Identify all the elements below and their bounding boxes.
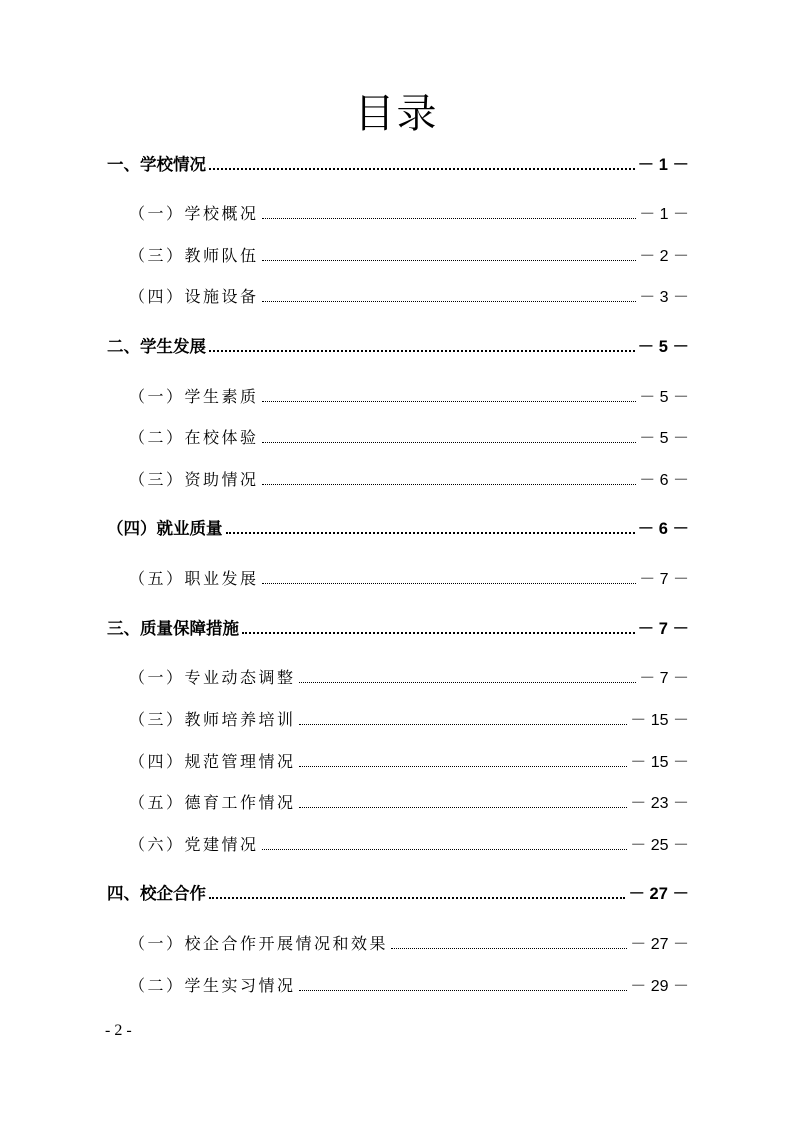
toc-entry-subsection[interactable] [129, 664, 689, 688]
toc-entry-label: 一、学校情况 [107, 155, 206, 174]
toc-entry-subsection[interactable] [129, 200, 689, 224]
toc-entry-subsection[interactable] [129, 466, 689, 490]
toc-dot-leader [262, 301, 637, 302]
toc-entry-label: （二）学生实习情况 [129, 975, 296, 995]
toc-dot-leader [391, 948, 627, 949]
toc-entry-page: － 25 － [630, 836, 689, 854]
toc-dot-leader [209, 350, 635, 352]
toc-entry-label: （一）学校概况 [129, 203, 259, 223]
toc-dot-leader [209, 168, 635, 170]
toc-entry-label: （五）德育工作情况 [129, 792, 296, 812]
toc-entry-label: （四）就业质量 [107, 519, 223, 538]
toc-entry-section[interactable] [107, 880, 689, 904]
toc-entry-page: － 7 － [639, 570, 689, 588]
toc-dot-leader [299, 724, 628, 725]
toc-dot-leader [262, 849, 628, 850]
toc-entry-page: － 23 － [630, 794, 689, 812]
toc-dot-leader [299, 990, 628, 991]
toc-entry-label: （四）设施设备 [129, 286, 259, 306]
toc-entry-label: （二）在校体验 [129, 427, 259, 447]
toc-dot-leader [262, 218, 637, 219]
toc-entry-section[interactable] [107, 151, 689, 175]
toc-entry-subsection[interactable] [129, 748, 689, 772]
toc-entry-label: （三）教师队伍 [129, 245, 259, 265]
toc-dot-leader [209, 897, 625, 899]
toc-entry-subsection[interactable] [129, 565, 689, 589]
toc-dot-leader [262, 401, 637, 402]
toc-entry-subsection[interactable] [129, 424, 689, 448]
toc-entry-subsection[interactable] [129, 242, 689, 266]
toc-entry-page: － 3 － [639, 288, 689, 306]
toc-entry-label: （一）校企合作开展情况和效果 [129, 933, 389, 953]
toc-entry-page: － 5 － [637, 338, 689, 356]
toc-entry-label: （六）党建情况 [129, 834, 259, 854]
toc-dot-leader [299, 766, 628, 767]
toc-entry-section[interactable] [107, 333, 689, 357]
toc-entry-label: 二、学生发展 [107, 337, 206, 356]
toc-dot-leader [226, 532, 635, 534]
toc-entry-page: － 2 － [639, 247, 689, 265]
toc-entry-page: － 5 － [639, 388, 689, 406]
toc-entry-page: － 15 － [630, 711, 689, 729]
toc-entry-page: － 27 － [630, 935, 689, 953]
toc-entry-label: （三）资助情况 [129, 469, 259, 489]
toc-dot-leader [242, 632, 635, 634]
toc-entry-label: （一）学生素质 [129, 386, 259, 406]
toc-dot-leader [262, 442, 637, 443]
page-title: 目录 [354, 91, 439, 137]
toc-entry-subsection[interactable] [129, 972, 689, 996]
toc-entry-page: － 6 － [639, 471, 689, 489]
toc-entry-subsection[interactable] [129, 283, 689, 307]
toc-dot-leader [299, 807, 628, 808]
toc-entry-label: （一）专业动态调整 [129, 667, 296, 687]
toc-entry-page: － 7 － [637, 620, 689, 638]
toc-entry-label: （五）职业发展 [129, 568, 259, 588]
toc-entry-subsection[interactable] [129, 706, 689, 730]
toc-dot-leader [262, 583, 637, 584]
toc-entry-page: － 5 － [639, 429, 689, 447]
toc-entry-subsection[interactable] [129, 789, 689, 813]
toc-dot-leader [299, 682, 637, 683]
toc-entry-page: － 27 － [628, 885, 689, 903]
toc-entry-page: － 15 － [630, 753, 689, 771]
toc-entry-subsection[interactable] [129, 930, 689, 954]
toc-dot-leader [262, 260, 637, 261]
toc-entry-label: 三、质量保障措施 [107, 619, 239, 638]
toc-entry-section[interactable] [107, 515, 689, 539]
footer-page-number: - 2 - [105, 1022, 132, 1039]
toc-entry-subsection[interactable] [129, 383, 689, 407]
toc-entry-label: （三）教师培养培训 [129, 709, 296, 729]
toc-entry-page: － 7 － [639, 669, 689, 687]
toc-entry-label: （四）规范管理情况 [129, 751, 296, 771]
toc-entry-page: － 1 － [639, 205, 689, 223]
toc-entry-subsection[interactable] [129, 831, 689, 855]
toc-dot-leader [262, 484, 637, 485]
toc-entry-label: 四、校企合作 [107, 884, 206, 903]
toc-entry-page: － 29 － [630, 977, 689, 995]
toc-entry-section[interactable] [107, 615, 689, 639]
toc-entry-page: － 1 － [637, 156, 689, 174]
toc-entry-page: － 6 － [637, 520, 689, 538]
